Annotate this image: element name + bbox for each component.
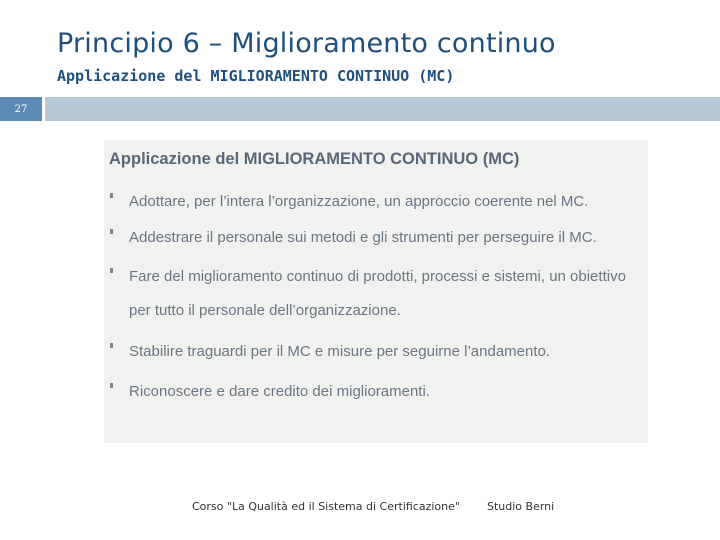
bullet-text-line-2: per tutto il personale dell’organizzazione. — [129, 302, 401, 319]
panel-heading: Applicazione del MIGLIORAMENTO CONTINUO (MC) — [109, 150, 520, 168]
bullet-text: Addestrare il personale sui metodi e gli strumenti per perseguire il MC. — [129, 229, 597, 246]
bullet-marker-icon — [110, 193, 113, 198]
bullet-marker-icon — [110, 229, 113, 234]
bullet-list — [104, 140, 648, 443]
bullet-marker-icon — [110, 383, 113, 388]
bullet-text: Riconoscere e dare credito dei miglioramenti. — [129, 383, 430, 400]
footer-course-name: Corso "La Qualità ed il Sistema di Certificazione" — [192, 500, 460, 513]
bullet-marker-icon — [110, 343, 113, 348]
bullet-text-line-1: Fare del miglioramento continuo di prodotti, processi e sistemi, un obiettivo — [129, 268, 626, 285]
footer-studio-name: Studio Berni — [487, 500, 555, 513]
bullet-text: Stabilire traguardi per il MC e misure per seguirne l’andamento. — [129, 343, 551, 360]
slide-title: Principio 6 – Miglioramento continuo — [57, 28, 556, 59]
content-image-panel — [104, 140, 648, 443]
slide-subtitle: Applicazione del MIGLIORAMENTO CONTINUO (MC) — [57, 67, 455, 85]
bullet-marker-icon — [110, 268, 113, 273]
bullet-text: Adottare, per l’intera l’organizzazione, un approccio coerente nel MC. — [129, 193, 589, 210]
header-divider-bar — [45, 97, 720, 121]
page-number-badge: 27 — [0, 97, 42, 121]
